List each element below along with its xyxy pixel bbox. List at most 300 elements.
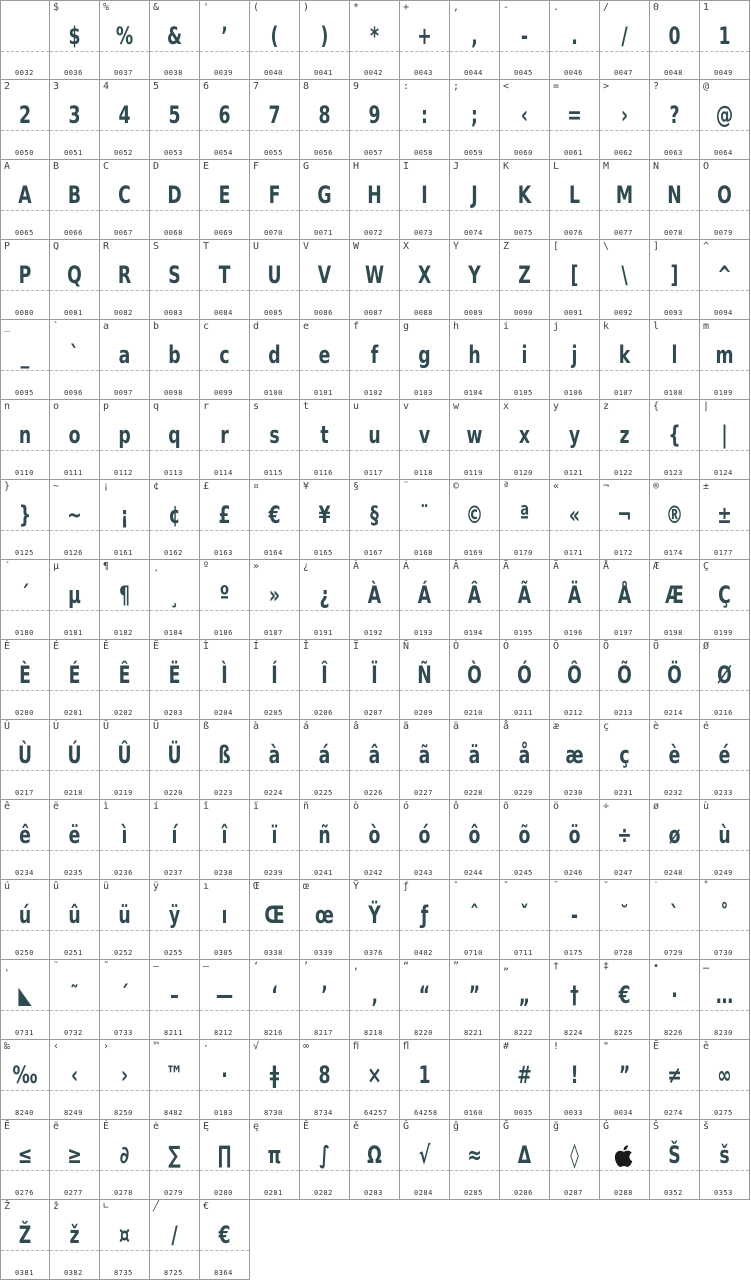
- glyph-cell-0284[interactable]: [400, 1120, 450, 1200]
- glyph-cell-0196[interactable]: [550, 560, 600, 640]
- glyph-cell-0279[interactable]: [150, 1120, 200, 1200]
- glyph-cell-0168[interactable]: [400, 480, 450, 560]
- char-code: 0220: [164, 789, 183, 797]
- glyph-cell-0243[interactable]: [400, 800, 450, 880]
- glyph-cell-0277[interactable]: [50, 1120, 100, 1200]
- glyph-cell-0234[interactable]: [0, 800, 50, 880]
- glyph-sample: ≠: [667, 1061, 682, 1089]
- glyph-cell-0045[interactable]: [500, 0, 550, 80]
- char-code: 0249: [714, 869, 733, 877]
- glyph-cell-0169[interactable]: [450, 480, 500, 560]
- glyph-cell-0035[interactable]: [500, 1040, 550, 1120]
- char-label: e: [303, 321, 310, 332]
- glyph-cell-64257[interactable]: [350, 1040, 400, 1120]
- glyph-sample: ç: [619, 741, 630, 769]
- glyph-sample: f: [370, 341, 379, 369]
- glyph-cell-0183[interactable]: [200, 1040, 250, 1120]
- glyph-cell-0087[interactable]: [350, 240, 400, 320]
- glyph-cell-0075[interactable]: [500, 160, 550, 240]
- glyph-cell-0102[interactable]: [350, 320, 400, 400]
- glyph-cell-0053[interactable]: [150, 80, 200, 160]
- char-code: 8212: [214, 1029, 233, 1037]
- glyph-cell-0161[interactable]: [100, 480, 150, 560]
- glyph-sample: Ñ: [417, 661, 432, 689]
- glyph-cell-0066[interactable]: [50, 160, 100, 240]
- char-label: (: [253, 2, 260, 13]
- glyph-cell-0381[interactable]: [0, 1200, 50, 1280]
- glyph-cell-0230[interactable]: [550, 720, 600, 800]
- glyph-cell-0352[interactable]: [650, 1120, 700, 1200]
- glyph-cell-0171[interactable]: [550, 480, 600, 560]
- glyph-cell-0245[interactable]: [500, 800, 550, 880]
- char-code: 0052: [114, 149, 133, 157]
- glyph-cell-0080[interactable]: [0, 240, 50, 320]
- glyph-cell-0090[interactable]: [500, 240, 550, 320]
- glyph-cell-0218[interactable]: [50, 720, 100, 800]
- glyph-cell-0098[interactable]: [150, 320, 200, 400]
- char-code: 8226: [664, 1029, 683, 1037]
- glyph-cell-0219[interactable]: [100, 720, 150, 800]
- glyph-cell-0186[interactable]: [200, 560, 250, 640]
- glyph-cell-0116[interactable]: [300, 400, 350, 480]
- glyph-cell-0070[interactable]: [250, 160, 300, 240]
- glyph-cell-0089[interactable]: [450, 240, 500, 320]
- glyph-cell-0083[interactable]: [150, 240, 200, 320]
- glyph-cell-0235[interactable]: [50, 800, 100, 880]
- glyph-cell-0091[interactable]: [550, 240, 600, 320]
- glyph-cell-0160[interactable]: [450, 1040, 500, 1120]
- glyph-cell-0276[interactable]: [0, 1120, 50, 1200]
- glyph-cell-0054[interactable]: [200, 80, 250, 160]
- glyph-cell-0062[interactable]: [600, 80, 650, 160]
- glyph-cell-0197[interactable]: [600, 560, 650, 640]
- glyph-cell-8226[interactable]: [650, 960, 700, 1040]
- glyph-cell-0099[interactable]: [200, 320, 250, 400]
- glyph-cell-0201[interactable]: [50, 640, 100, 720]
- glyph-cell-0305[interactable]: [200, 880, 250, 960]
- glyph-cell-0124[interactable]: [700, 400, 750, 480]
- glyph-cell-0353[interactable]: [700, 1120, 750, 1200]
- glyph-cell-8230[interactable]: [700, 960, 750, 1040]
- glyph-cell-0105[interactable]: [500, 320, 550, 400]
- glyph-cell-0164[interactable]: [250, 480, 300, 560]
- glyph-cell-8216[interactable]: [250, 960, 300, 1040]
- glyph-cell-0112[interactable]: [100, 400, 150, 480]
- glyph-cell-8249[interactable]: [50, 1040, 100, 1120]
- glyph-cell-0162[interactable]: [150, 480, 200, 560]
- glyph-cell-0209[interactable]: [400, 640, 450, 720]
- glyph-cell-0223[interactable]: [200, 720, 250, 800]
- glyph-cell-0056[interactable]: [300, 80, 350, 160]
- glyph-cell-0236[interactable]: [100, 800, 150, 880]
- glyph-cell-0278[interactable]: [100, 1120, 150, 1200]
- glyph-cell-0040[interactable]: [250, 0, 300, 80]
- char-code: 0038: [164, 69, 183, 77]
- glyph-cell-0034[interactable]: [600, 1040, 650, 1120]
- glyph-cell-0226[interactable]: [350, 720, 400, 800]
- char-label: ç: [603, 721, 610, 732]
- glyph-cell-0084[interactable]: [200, 240, 250, 320]
- glyph-cell-0043[interactable]: [400, 0, 450, 80]
- glyph-sample: Ã: [517, 581, 532, 609]
- glyph-sample: 0: [668, 22, 681, 50]
- glyph-sample: F: [268, 181, 281, 209]
- glyph-cell-0402[interactable]: [400, 880, 450, 960]
- glyph-cell-0288[interactable]: [600, 1120, 650, 1200]
- glyph-cell-0249[interactable]: [700, 800, 750, 880]
- glyph-cell-0061[interactable]: [550, 80, 600, 160]
- glyph-cell-0248[interactable]: [650, 800, 700, 880]
- glyph-sample: ×: [367, 1061, 382, 1089]
- glyph-cell-0163[interactable]: [200, 480, 250, 560]
- glyph-cell-8222[interactable]: [500, 960, 550, 1040]
- glyph-sample: Ó: [517, 661, 532, 689]
- glyph-cell-0071[interactable]: [300, 160, 350, 240]
- glyph-cell-0094[interactable]: [700, 240, 750, 320]
- glyph-cell-0122[interactable]: [600, 400, 650, 480]
- glyph-cell-0092[interactable]: [600, 240, 650, 320]
- glyph-cell-0287[interactable]: [550, 1120, 600, 1200]
- glyph-cell-0114[interactable]: [200, 400, 250, 480]
- glyph-cell-0079[interactable]: [700, 160, 750, 240]
- glyph-cell-8250[interactable]: [100, 1040, 150, 1120]
- glyph-cell-0108[interactable]: [650, 320, 700, 400]
- char-label: !: [553, 1041, 560, 1052]
- glyph-cell-0232[interactable]: [650, 720, 700, 800]
- glyph-cell-0055[interactable]: [250, 80, 300, 160]
- glyph-cell-0082[interactable]: [100, 240, 150, 320]
- char-code: 0251: [64, 949, 83, 957]
- glyph-cell-0104[interactable]: [450, 320, 500, 400]
- glyph-cell-0205[interactable]: [250, 640, 300, 720]
- glyph-cell-0247[interactable]: [600, 800, 650, 880]
- glyph-cell-0078[interactable]: [650, 160, 700, 240]
- char-label: ¢: [153, 481, 160, 492]
- glyph-cell-0710[interactable]: [450, 880, 500, 960]
- glyph-cell-0212[interactable]: [550, 640, 600, 720]
- glyph-cell-0064[interactable]: [700, 80, 750, 160]
- glyph-sample: ≥: [67, 1141, 82, 1169]
- glyph-cell-64258[interactable]: [400, 1040, 450, 1120]
- char-code: 0125: [15, 549, 34, 557]
- glyph-cell-0101[interactable]: [300, 320, 350, 400]
- glyph-cell-0067[interactable]: [100, 160, 150, 240]
- glyph-cell-8212[interactable]: [200, 960, 250, 1040]
- glyph-cell-0225[interactable]: [300, 720, 350, 800]
- glyph-cell-0037[interactable]: [100, 0, 150, 80]
- glyph-cell-0229[interactable]: [500, 720, 550, 800]
- glyph-cell-0038[interactable]: [150, 0, 200, 80]
- glyph-cell-0115[interactable]: [250, 400, 300, 480]
- glyph-cell-8224[interactable]: [550, 960, 600, 1040]
- char-code: 0203: [164, 709, 183, 717]
- glyph-cell-0224[interactable]: [250, 720, 300, 800]
- glyph-sample: D: [167, 181, 182, 209]
- char-label: √: [253, 1041, 260, 1052]
- glyph-cell-8730[interactable]: [250, 1040, 300, 1120]
- glyph-cell-8221[interactable]: [450, 960, 500, 1040]
- glyph-cell-0195[interactable]: [500, 560, 550, 640]
- glyph-cell-0044[interactable]: [450, 0, 500, 80]
- glyph-cell-8218[interactable]: [350, 960, 400, 1040]
- char-label: á: [303, 721, 310, 732]
- glyph-cell-0729[interactable]: [650, 880, 700, 960]
- glyph-cell-0210[interactable]: [450, 640, 500, 720]
- glyph-sample: O: [717, 181, 732, 209]
- glyph-cell-0119[interactable]: [450, 400, 500, 480]
- glyph-cell-0046[interactable]: [550, 0, 600, 80]
- glyph-sample: Ï: [371, 661, 378, 689]
- glyph-cell-0280[interactable]: [200, 1120, 250, 1200]
- glyph-cell-0074[interactable]: [450, 160, 500, 240]
- glyph-cell-0120[interactable]: [500, 400, 550, 480]
- char-label: ¯: [553, 881, 560, 892]
- glyph-cell-0250[interactable]: [0, 880, 50, 960]
- glyph-cell-0228[interactable]: [450, 720, 500, 800]
- glyph-cell-0172[interactable]: [600, 480, 650, 560]
- glyph-cell-0088[interactable]: [400, 240, 450, 320]
- glyph-cell-0110[interactable]: [0, 400, 50, 480]
- glyph-cell-0216[interactable]: [700, 640, 750, 720]
- char-code: 0111: [64, 469, 83, 477]
- glyph-cell-0220[interactable]: [150, 720, 200, 800]
- char-label: ˙: [653, 881, 660, 892]
- glyph-cell-0058[interactable]: [400, 80, 450, 160]
- glyph-cell-8735[interactable]: [100, 1200, 150, 1280]
- glyph-cell-0170[interactable]: [500, 480, 550, 560]
- glyph-cell-0200[interactable]: [0, 640, 50, 720]
- glyph-cell-0081[interactable]: [50, 240, 100, 320]
- glyph-cell-0052[interactable]: [100, 80, 150, 160]
- char-label: Ĕ: [4, 1121, 11, 1132]
- glyph-sample: ◣: [18, 981, 32, 1009]
- char-code: 0168: [414, 549, 433, 557]
- glyph-cell-0244[interactable]: [450, 800, 500, 880]
- glyph-cell-0274[interactable]: [650, 1040, 700, 1120]
- glyph-cell-0711[interactable]: [500, 880, 550, 960]
- char-code: 0050: [15, 149, 34, 157]
- glyph-cell-0100[interactable]: [250, 320, 300, 400]
- glyph-cell-0042[interactable]: [350, 0, 400, 80]
- glyph-cell-0174[interactable]: [650, 480, 700, 560]
- glyph-cell-0182[interactable]: [100, 560, 150, 640]
- glyph-cell-0239[interactable]: [250, 800, 300, 880]
- glyph-cell-0199[interactable]: [700, 560, 750, 640]
- glyph-cell-0194[interactable]: [450, 560, 500, 640]
- glyph-cell-8217[interactable]: [300, 960, 350, 1040]
- char-label: 4: [103, 81, 110, 92]
- glyph-cell-0125[interactable]: [0, 480, 50, 560]
- glyph-cell-0123[interactable]: [650, 400, 700, 480]
- glyph-cell-0733[interactable]: [100, 960, 150, 1040]
- glyph-cell-0233[interactable]: [700, 720, 750, 800]
- glyph-cell-8734[interactable]: [300, 1040, 350, 1120]
- glyph-cell-0376[interactable]: [350, 880, 400, 960]
- glyph-cell-8211[interactable]: [150, 960, 200, 1040]
- glyph-cell-0063[interactable]: [650, 80, 700, 160]
- char-label: ù: [703, 801, 710, 812]
- glyph-cell-0073[interactable]: [400, 160, 450, 240]
- glyph-cell-0048[interactable]: [650, 0, 700, 80]
- glyph-cell-0193[interactable]: [400, 560, 450, 640]
- glyph-cell-8220[interactable]: [400, 960, 450, 1040]
- glyph-cell-0096[interactable]: [50, 320, 100, 400]
- glyph-cell-0109[interactable]: [700, 320, 750, 400]
- glyph-cell-8225[interactable]: [600, 960, 650, 1040]
- glyph-cell-0203[interactable]: [150, 640, 200, 720]
- glyph-cell-0227[interactable]: [400, 720, 450, 800]
- glyph-cell-0242[interactable]: [350, 800, 400, 880]
- glyph-cell-0730[interactable]: [700, 880, 750, 960]
- glyph-cell-0184[interactable]: [150, 560, 200, 640]
- glyph-cell-0217[interactable]: [0, 720, 50, 800]
- glyph-cell-0192[interactable]: [350, 560, 400, 640]
- glyph-cell-0198[interactable]: [650, 560, 700, 640]
- glyph-sample: 2: [18, 101, 32, 129]
- glyph-sample: Ä: [567, 581, 582, 609]
- glyph-cell-0191[interactable]: [300, 560, 350, 640]
- glyph-cell-0238[interactable]: [200, 800, 250, 880]
- char-label: Q: [53, 241, 60, 252]
- char-code: 0102: [364, 389, 383, 397]
- glyph-cell-0049[interactable]: [700, 0, 750, 80]
- glyph-cell-0077[interactable]: [600, 160, 650, 240]
- glyph-cell-0241[interactable]: [300, 800, 350, 880]
- char-code: 8725: [164, 1269, 183, 1277]
- char-code: 8224: [564, 1029, 583, 1037]
- char-code: 0060: [514, 149, 533, 157]
- glyph-sample: ù: [718, 821, 731, 849]
- glyph-cell-0255[interactable]: [150, 880, 200, 960]
- glyph-sample: Y: [468, 261, 481, 289]
- glyph-cell-0121[interactable]: [550, 400, 600, 480]
- glyph-sample: \: [621, 261, 628, 289]
- glyph-cell-0180[interactable]: [0, 560, 50, 640]
- char-code: 0181: [64, 629, 83, 637]
- glyph-cell-0728[interactable]: [600, 880, 650, 960]
- glyph-cell-0107[interactable]: [600, 320, 650, 400]
- glyph-cell-8482[interactable]: [150, 1040, 200, 1120]
- glyph-cell-0118[interactable]: [400, 400, 450, 480]
- glyph-cell-0041[interactable]: [300, 0, 350, 80]
- glyph-cell-0097[interactable]: [100, 320, 150, 400]
- glyph-cell-0032[interactable]: [0, 0, 50, 80]
- glyph-cell-8725[interactable]: [150, 1200, 200, 1280]
- glyph-cell-0085[interactable]: [250, 240, 300, 320]
- glyph-sample: ã: [418, 741, 431, 769]
- char-label: ï: [253, 801, 260, 812]
- glyph-cell-0281[interactable]: [250, 1120, 300, 1200]
- glyph-cell-0252[interactable]: [100, 880, 150, 960]
- glyph-cell-0285[interactable]: [450, 1120, 500, 1200]
- char-label: Á: [403, 561, 410, 572]
- glyph-cell-0068[interactable]: [150, 160, 200, 240]
- glyph-cell-0181[interactable]: [50, 560, 100, 640]
- glyph-cell-8364[interactable]: [200, 1200, 250, 1280]
- glyph-cell-0165[interactable]: [300, 480, 350, 560]
- char-code: 0161: [114, 549, 133, 557]
- glyph-cell-0069[interactable]: [200, 160, 250, 240]
- glyph-cell-0338[interactable]: [250, 880, 300, 960]
- glyph-cell-0339[interactable]: [300, 880, 350, 960]
- glyph-cell-0103[interactable]: [400, 320, 450, 400]
- glyph-sample: v: [418, 421, 431, 449]
- glyph-cell-0086[interactable]: [300, 240, 350, 320]
- glyph-cell-0065[interactable]: [0, 160, 50, 240]
- glyph-sample: g: [418, 341, 431, 369]
- glyph-cell-0204[interactable]: [200, 640, 250, 720]
- glyph-cell-0167[interactable]: [350, 480, 400, 560]
- glyph-cell-0282[interactable]: [300, 1120, 350, 1200]
- glyph-sample: A: [18, 181, 32, 209]
- glyph-cell-0382[interactable]: [50, 1200, 100, 1280]
- glyph-cell-0095[interactable]: [0, 320, 50, 400]
- glyph-cell-0111[interactable]: [50, 400, 100, 480]
- glyph-sample: ^: [717, 261, 732, 289]
- char-code: 0276: [15, 1189, 34, 1197]
- glyph-cell-0093[interactable]: [650, 240, 700, 320]
- glyph-cell-0237[interactable]: [150, 800, 200, 880]
- glyph-cell-0731[interactable]: [0, 960, 50, 1040]
- glyph-cell-0047[interactable]: [600, 0, 650, 80]
- glyph-cell-0059[interactable]: [450, 80, 500, 160]
- glyph-cell-0251[interactable]: [50, 880, 100, 960]
- glyph-cell-0036[interactable]: [50, 0, 100, 80]
- glyph-cell-0187[interactable]: [250, 560, 300, 640]
- char-code: 0053: [164, 149, 183, 157]
- glyph-cell-8240[interactable]: [0, 1040, 50, 1120]
- glyph-cell-0732[interactable]: [50, 960, 100, 1040]
- glyph-cell-0175[interactable]: [550, 880, 600, 960]
- char-code: 0217: [15, 789, 34, 797]
- glyph-sample: é: [718, 741, 731, 769]
- glyph-cell-0076[interactable]: [550, 160, 600, 240]
- glyph-cell-0207[interactable]: [350, 640, 400, 720]
- glyph-cell-0177[interactable]: [700, 480, 750, 560]
- glyph-sample: û: [68, 901, 81, 929]
- glyph-cell-0051[interactable]: [50, 80, 100, 160]
- glyph-cell-0050[interactable]: [0, 80, 50, 160]
- glyph-cell-0286[interactable]: [500, 1120, 550, 1200]
- glyph-cell-0060[interactable]: [500, 80, 550, 160]
- glyph-cell-0283[interactable]: [350, 1120, 400, 1200]
- glyph-cell-0214[interactable]: [650, 640, 700, 720]
- glyph-cell-0213[interactable]: [600, 640, 650, 720]
- glyph-sample: 1: [418, 1061, 431, 1089]
- char-label: m: [703, 321, 710, 332]
- glyph-cell-0246[interactable]: [550, 800, 600, 880]
- glyph-cell-0072[interactable]: [350, 160, 400, 240]
- glyph-cell-0113[interactable]: [150, 400, 200, 480]
- char-label: ö: [553, 801, 560, 812]
- glyph-cell-0275[interactable]: [700, 1040, 750, 1120]
- char-label: í: [153, 801, 160, 812]
- glyph-cell-0033[interactable]: [550, 1040, 600, 1120]
- glyph-cell-0106[interactable]: [550, 320, 600, 400]
- glyph-cell-0039[interactable]: [200, 0, 250, 80]
- glyph-cell-0231[interactable]: [600, 720, 650, 800]
- glyph-sample: S: [168, 261, 181, 289]
- glyph-cell-0202[interactable]: [100, 640, 150, 720]
- glyph-cell-0117[interactable]: [350, 400, 400, 480]
- glyph-sample: B: [67, 181, 82, 209]
- glyph-cell-0206[interactable]: [300, 640, 350, 720]
- glyph-sample: ‰: [12, 1061, 38, 1089]
- glyph-cell-0211[interactable]: [500, 640, 550, 720]
- glyph-cell-0126[interactable]: [50, 480, 100, 560]
- glyph-sample: Ø: [717, 661, 732, 689]
- glyph-cell-0057[interactable]: [350, 80, 400, 160]
